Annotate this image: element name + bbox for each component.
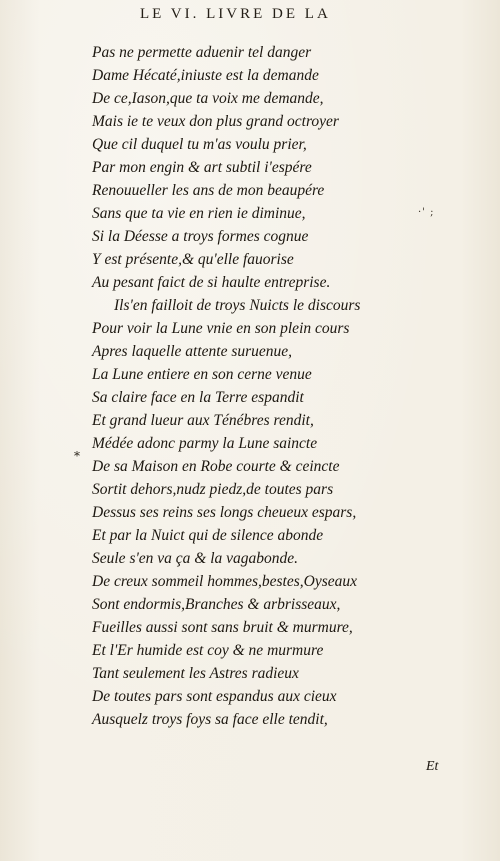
asterisk-mark: * xyxy=(74,449,80,463)
verse-line: Pour voir la Lune vnie en son plein cours xyxy=(92,320,350,337)
verse-line: Sont endormis,Branches & arbrisseaux, xyxy=(92,596,341,613)
verse-block xyxy=(92,41,360,731)
catchword: Et xyxy=(426,759,439,774)
verse-line: Y est présente,& qu'elle fauorise xyxy=(92,251,294,268)
verse-line: Ausquelz troys foys sa face elle tendit, xyxy=(92,711,328,728)
verse-line: Seule s'en va ça & la vagabonde. xyxy=(92,550,299,567)
verse-line: Médée adonc parmy la Lune saincte xyxy=(92,435,318,452)
verse-line: De creux sommeil hommes,bestes,Oyseaux xyxy=(92,573,357,590)
verse-line: Ils'en failloit de troys Nuicts le discours xyxy=(114,297,361,314)
verse-line: Au pesant faict de si haulte entreprise. xyxy=(92,274,331,291)
verse-line: Pas ne permette aduenir tel danger xyxy=(92,44,312,61)
verse-line: Fueilles aussi sont sans bruit & murmure, xyxy=(92,619,353,636)
verse-line: Si la Déesse a troys formes cognue xyxy=(92,228,309,245)
verse-line: Dame Hécaté,iniuste est la demande xyxy=(92,67,319,84)
verse-line: La Lune entiere en son cerne venue xyxy=(92,366,312,383)
verse-line: De toutes pars sont espandus aux cieux xyxy=(92,688,337,705)
verse-line: Dessus ses reins ses longs cheueux espars, xyxy=(92,504,357,521)
verse-line: Et par la Nuict qui de silence abonde xyxy=(92,527,324,544)
verse-line: Sortit dehors,nudz piedz,de toutes pars xyxy=(92,481,334,498)
verse-line: Par mon engin & art subtil i'espére xyxy=(92,159,312,176)
verse-line: Sans que ta vie en rien ie diminue, xyxy=(92,205,306,222)
verse-line: Et l'Er humide est coy & ne murmure xyxy=(92,642,324,659)
verse-line: De sa Maison en Robe courte & ceincte xyxy=(92,458,340,475)
verse-line: Apres laquelle attente suruenue, xyxy=(92,343,293,360)
verse-line: Mais ie te veux don plus grand octroyer xyxy=(92,113,339,130)
verse-line: Et grand lueur aux Ténébres rendit, xyxy=(92,412,314,429)
verse-line: Renouueller les ans de mon beaupére xyxy=(92,182,325,199)
running-head: LE VI. LIVRE DE LA xyxy=(140,6,331,22)
verse-line: Tant seulement les Astres radieux xyxy=(92,665,299,682)
verse-line: Que cil duquel tu m'as voulu prier, xyxy=(92,136,307,153)
marginal-mark: ·' ; xyxy=(418,207,435,218)
verse-line: Sa claire face en la Terre espandit xyxy=(92,389,304,406)
verse-line: De ce,Iason,que ta voix me demande, xyxy=(92,90,324,107)
